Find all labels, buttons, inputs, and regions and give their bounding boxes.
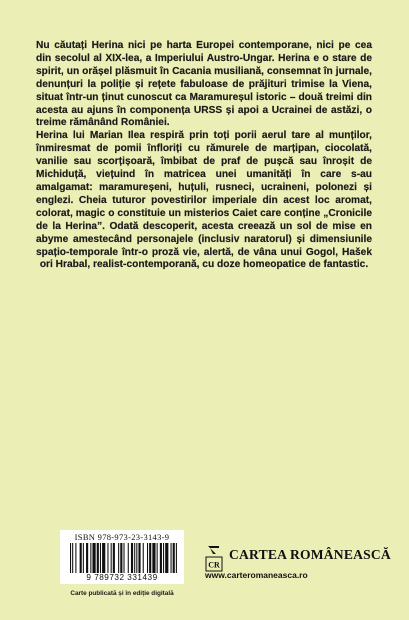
barcode-bar xyxy=(83,543,84,573)
publisher-logo-letters: CR xyxy=(208,560,220,570)
barcode-bar xyxy=(86,543,88,573)
blurb-paragraph-2: Herina lui Marian Ilea respiră prin toți porii aerul tare al munților, înmiresmat de pomii înfloriți cu rămurele de marțipan, ciocolată, vanilie sau scorțișoară, îmbibat de praf de pușcă sau înroșit de Michiduță, viețuind în matricea unei umanități în care s-au amalgamat: maramureșeni, huțuli, rusneci, ucraineni, polonezi și englezi. Cheia tuturor povestirilor imperiale din acest loc aromat, colorat, magic o constituie un misterios Caiet care conține „Cronicile de la Herina”. Odată descoperit, acesta creează un sol de mise en abyme amestecând personajele (inclusiv naratorul) și dimensiunile spațio-temporale într-o proză vie, alertă, de vâna unui Gogol, Hašek ori Hrabal, realist-contemporană, cu doze homeopatice de fantastic. xyxy=(36,130,372,271)
back-cover-blurb xyxy=(36,40,372,272)
barcode-bar xyxy=(75,543,76,573)
barcode-bar xyxy=(160,543,162,573)
blurb-paragraph-1: Nu căutați Herina nici pe harta Europei contemporane, nici pe cea din secolul al XIX-lea, a Imperiului Austro-Ungar. Herina e o stare de spirit, un orășel plăsmuit în Cacania musiliană, consemnat în jurnale, denunțuri la poliție și rețete fabuloase de prăjituri trimise la Viena, situat într-un ținut cunoscut ca Maramureșul istoric – două treimi din acesta au ajuns în componența URSS și apoi a Ucrainei de astăzi, o treime rămânând României. xyxy=(36,40,372,129)
barcode-bar xyxy=(134,543,135,573)
barcode-bar xyxy=(173,543,175,573)
publisher-url[interactable]: www.carteromaneasca.ro xyxy=(205,570,308,580)
barcode-icon xyxy=(70,543,178,573)
barcode-digits: 9 789732 331439 xyxy=(86,573,158,582)
publisher-name: CARTEA ROMÂNEASCĂ xyxy=(229,547,391,562)
digital-edition-note: Carte publicată și în ediție digitală xyxy=(70,590,174,597)
barcode-bar xyxy=(163,543,164,573)
barcode-bar xyxy=(123,543,124,573)
publisher-block xyxy=(205,544,395,584)
barcode-bar xyxy=(171,543,172,573)
barcode-bar xyxy=(72,543,73,573)
barcode-bar xyxy=(143,543,144,573)
barcode-bar xyxy=(138,543,140,573)
barcode-bar xyxy=(113,543,115,573)
barcode-bar xyxy=(120,543,122,573)
barcode-bar xyxy=(102,543,105,573)
barcode-bar xyxy=(107,543,108,573)
publisher-logo-icon xyxy=(205,544,223,572)
barcode-bar xyxy=(118,543,119,573)
barcode-bar xyxy=(80,543,82,573)
isbn-label: ISBN 978-973-23-3143-9 xyxy=(74,532,170,542)
barcode-panel xyxy=(60,530,184,584)
barcode-bar xyxy=(97,543,99,573)
barcode-bar xyxy=(147,543,148,573)
barcode-bar xyxy=(136,543,137,573)
barcode-bar xyxy=(149,543,151,573)
barcode-bar xyxy=(92,543,95,573)
barcode-bar xyxy=(131,543,133,573)
barcode-bar xyxy=(165,543,168,573)
barcode-bar xyxy=(111,543,112,573)
barcode-bar xyxy=(90,543,91,573)
barcode-bar xyxy=(100,543,101,573)
barcode-bar xyxy=(157,543,158,573)
barcode-bar xyxy=(176,543,177,573)
barcode-bar xyxy=(152,543,155,573)
barcode-bar xyxy=(128,543,129,573)
barcode-bar xyxy=(70,543,71,573)
